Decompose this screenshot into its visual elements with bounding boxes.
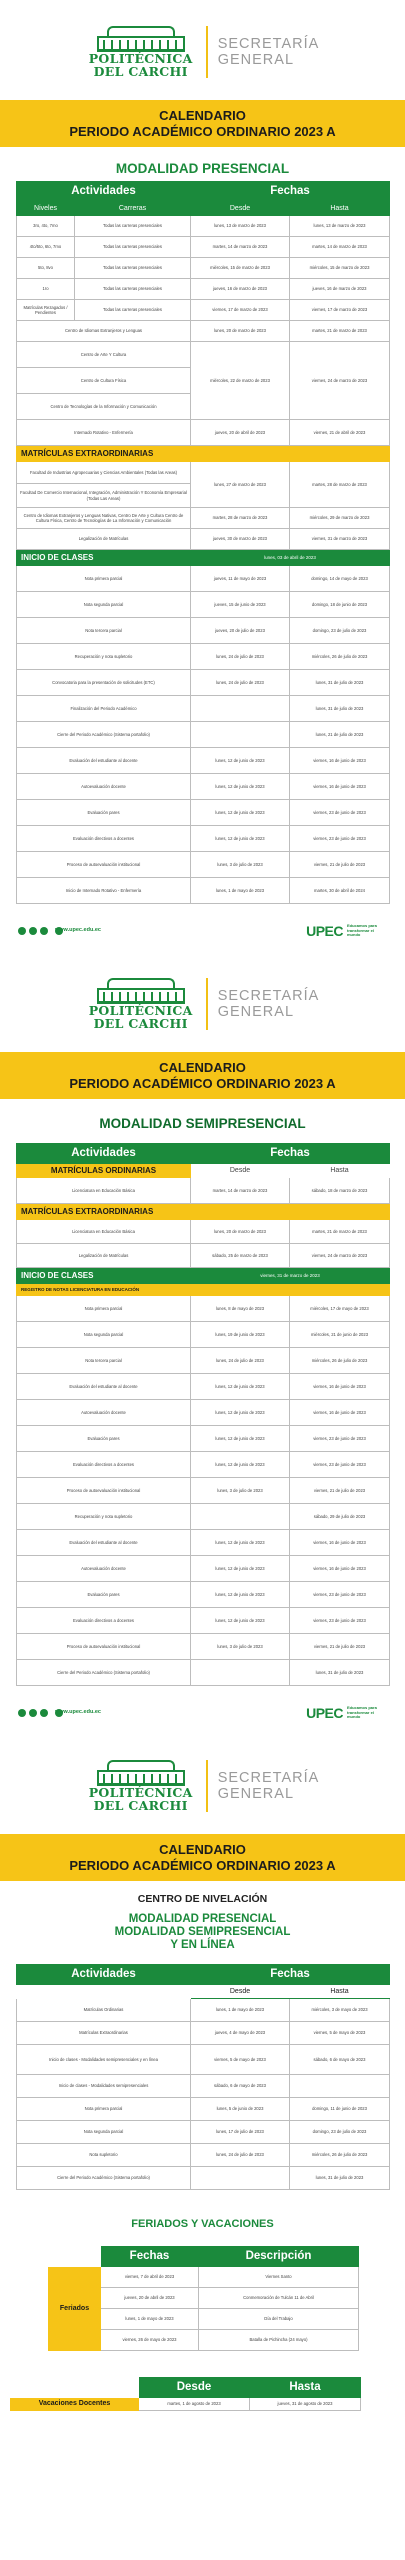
table-row [17, 800, 390, 826]
page-title: CALENDARIO [159, 108, 246, 123]
activity-cell: Centro de Idiomas Extranjeros y Lenguas Nativas, Centro De Arte y Cultura Centro de Cultura Física, Centro de Tecnologías de La Información y Comunicación [17, 508, 191, 529]
table-row [49, 2267, 359, 2288]
level-cell: 3ro, 4to, 7mo [17, 216, 75, 237]
date-to-cell: lunes, 13 de marzo de 2023 [290, 216, 390, 237]
career-cell: Todas las carreras presenciales [75, 300, 191, 321]
date-to-cell: viernes, 31 de marzo de 2023 [290, 529, 390, 550]
activity-cell: Facultad de Industrias Agropecuarias y Ciencias Ambientales (Todas las Areas) [17, 462, 191, 484]
date-to-cell: domingo, 23 de julio de 2023 [290, 2121, 390, 2144]
activity-cell: Recuperación y nota supletorio [17, 1504, 191, 1530]
table-row [17, 2075, 390, 2098]
activity-cell: Evaluación directivos a docentes [17, 1608, 191, 1634]
date-to-cell: martes, 21 de marzo de 2023 [290, 321, 390, 342]
activity-cell: Evaluación pares [17, 1426, 191, 1452]
date-to-cell: viernes, 23 de junio de 2023 [290, 1426, 390, 1452]
date-from-cell: lunes, 1 de mayo de 2023 [191, 878, 290, 904]
upec-logo: POLITÉCNICA DEL CARCHI [86, 1760, 196, 1812]
table-row [17, 279, 390, 300]
activity-cell: Cierre del Periodo Académico (Sistema portafolio) [17, 722, 191, 748]
date-to-cell: lunes, 31 de julio de 2023 [290, 2167, 390, 2190]
footer: www.upec.edu.ec UPEC Educamos para transformar el mundo [0, 1700, 405, 1726]
activity-cell: Cierre del Periodo Académico (Sistema portafolio) [17, 1660, 191, 1686]
table-row [17, 216, 390, 237]
date-to-cell: miércoles, 21 de junio de 2023 [290, 1322, 390, 1348]
table-row [17, 1582, 390, 1608]
date-to-cell: domingo, 18 de junio de 2023 [290, 592, 390, 618]
holiday-date-cell: lunes, 1 de mayo de 2023 [101, 2309, 199, 2330]
holiday-desc-cell: Batalla de Pichincha (24 mayo) [199, 2330, 359, 2351]
date-to-cell: miércoles, 17 de mayo de 2023 [290, 1296, 390, 1322]
career-cell: Todas las carreras presenciales [75, 279, 191, 300]
date-from-cell: lunes, 3 de julio de 2023 [191, 1478, 290, 1504]
date-to-cell: viernes, 23 de junio de 2023 [290, 800, 390, 826]
activity-cell: Evaluación pares [17, 800, 191, 826]
holiday-date-cell: viernes, 26 de mayo de 2023 [101, 2330, 199, 2351]
date-from-cell: lunes, 12 de junio de 2023 [191, 1582, 290, 1608]
date-to-cell: miércoles, 3 de mayo de 2023 [290, 1999, 390, 2022]
activity-cell: Proceso de autoevaluación institucional [17, 1634, 191, 1660]
upec-brand: UPEC [306, 923, 343, 939]
modality-title: MODALIDAD SEMIPRESENCIAL [99, 1116, 306, 1131]
logo-text-1: POLITÉCNICA [88, 51, 193, 66]
date-to-cell: viernes, 5 de mayo de 2023 [290, 2022, 390, 2045]
date-from-cell: jueves, 30 de marzo de 2023 [191, 529, 290, 550]
date-to-cell: domingo, 11 de junio de 2023 [290, 2098, 390, 2121]
date-from-cell: miércoles, 22 de marzo de 2023 [191, 342, 290, 420]
activity-cell: Legalización de Matrículas [17, 529, 191, 550]
logo-text-2: DEL CARCHI [93, 64, 188, 79]
activity-cell: Proceso de autoevaluación institucional [17, 852, 191, 878]
career-cell: Todas las carreras presenciales [75, 237, 191, 258]
activity-cell: Centro de Cultura Física [17, 368, 191, 394]
instagram-icon[interactable] [29, 927, 37, 935]
instagram-icon[interactable] [29, 1709, 37, 1717]
date-from-cell [191, 1660, 290, 1686]
level-cell: 4to/5to, 6to, 7mo [17, 237, 75, 258]
date-to-cell: viernes, 21 de julio de 2023 [290, 1478, 390, 1504]
building-icon [91, 1760, 191, 1786]
header: POLITÉCNICA DEL CARCHI SECRETARÍA GENERAL [0, 1734, 405, 1834]
date-from-cell: lunes, 12 de junio de 2023 [191, 1400, 290, 1426]
holiday-desc-cell: Viernes Santo [199, 2267, 359, 2288]
activity-cell: Nota segunda parcial [17, 592, 191, 618]
twitter-icon[interactable] [40, 1709, 48, 1717]
date-from-cell: jueves, 4 de mayo de 2023 [191, 2022, 290, 2045]
table-row [17, 878, 390, 904]
upec-logo [86, 26, 196, 78]
table-row [17, 321, 390, 342]
activity-cell: Nota tercera parcial [17, 1348, 191, 1374]
divider [206, 978, 208, 1030]
date-from-cell: lunes, 20 de marzo de 2023 [191, 1220, 290, 1244]
modality-title: MODALIDAD PRESENCIAL [115, 161, 290, 176]
activity-cell: Autoevaluación docente [17, 774, 191, 800]
date-from-cell: lunes, 12 de junio de 2023 [191, 800, 290, 826]
table-row [17, 722, 390, 748]
activity-cell: Evaluación del estudiante al docente [17, 1374, 191, 1400]
activity-cell: Internado Rotativo - Enfermería [17, 420, 191, 446]
table-row [17, 618, 390, 644]
date-from-cell [191, 1504, 290, 1530]
date-to-cell: viernes, 23 de junio de 2023 [290, 826, 390, 852]
career-cell: Todas las carreras presenciales [75, 258, 191, 279]
twitter-icon[interactable] [40, 927, 48, 935]
date-to-cell: viernes, 21 de julio de 2023 [290, 1634, 390, 1660]
activity-cell: Cierre del Periodo Académico (Sistema portafolio) [17, 2167, 191, 2190]
date-from-cell: martes, 14 de marzo de 2023 [191, 1178, 290, 1204]
date-from-cell: lunes, 12 de junio de 2023 [191, 774, 290, 800]
activity-cell: Nota primera parcial [17, 2098, 191, 2121]
date-from-cell: lunes, 12 de junio de 2023 [191, 1530, 290, 1556]
table-row [17, 2022, 390, 2045]
title-band: CALENDARIO PERIODO ACADÉMICO ORDINARIO 2023 A [0, 1834, 405, 1881]
date-to-cell: viernes, 16 de junio de 2023 [290, 748, 390, 774]
feriados-title: FERIADOS Y VACACIONES [131, 2218, 274, 2230]
table-row [17, 696, 390, 722]
table-row [17, 592, 390, 618]
activity-cell: Centro de Tecnologías de la Información y Comunicación [17, 394, 191, 420]
activity-cell: Facultad De Comercio Internacional, Integración, Administración Y Economía Empresarial (Todas Las Areas) [17, 484, 191, 508]
activity-cell: Inicio de clases - Modalidades semipresenciales [17, 2075, 191, 2098]
date-to-cell: lunes, 21 de julio de 2023 [290, 722, 390, 748]
date-to-cell [290, 2075, 390, 2098]
date-to-cell: sábado, 18 de marzo de 2023 [290, 1178, 390, 1204]
table-row [17, 774, 390, 800]
table-row [17, 1999, 390, 2022]
date-to-cell: domingo, 14 de mayo de 2023 [290, 566, 390, 592]
date-from-cell: lunes, 5 de junio de 2023 [191, 2098, 290, 2121]
activity-cell: Licenciatura en Educación Básica [17, 1178, 191, 1204]
date-from-cell: jueves, 16 de marzo de 2023 [191, 279, 290, 300]
activity-cell: Matrículas Extraordinarias [17, 2022, 191, 2045]
date-from-cell: lunes, 24 de julio de 2023 [191, 670, 290, 696]
table-row [17, 1634, 390, 1660]
date-from-cell: lunes, 24 de julio de 2023 [191, 1348, 290, 1374]
date-to-cell: viernes, 23 de junio de 2023 [290, 1608, 390, 1634]
nivelacion-table: Actividades Fechas Desde Hasta Matrículas Ordinarias lunes, 1 de mayo de 2023 miércoles, 3 de mayo de 2023 Matrículas Extraordinarias jueves, 4 de mayo de 2023 viernes, 5 de mayo de 2023 Inicio de clases - Modalidades semipresenciales y en línea viernes, 5 de mayo de 2023 sábado, 6 de mayo de 2023 Inicio de clases - Modalidades semipresenciales sábado, 6 de mayo de 2023 Nota primera parcial lunes, 5 de junio de 2023 domingo, 11 de junio de 2023 Nota segunda parcial lunes, 17 de julio de 2023 domingo, 23 de julio de 2023 Nota supletorio lunes, 24 de julio de 2023 miércoles, 26 de julio de 2023 Cierre del Periodo Académico (Sistema portafolio) lunes, 31 de julio de 2023 [16, 1964, 390, 2190]
holiday-desc-cell: Conmemoración de Tulcán 11 de Abril [199, 2288, 359, 2309]
date-to-cell: martes, 30 de abril de 2024 [290, 878, 390, 904]
title-band [0, 100, 405, 147]
table-row [17, 462, 390, 484]
table-row [17, 1348, 390, 1374]
date-from-cell: miércoles, 15 de marzo de 2023 [191, 258, 290, 279]
activity-cell: Nota segunda parcial [17, 1322, 191, 1348]
date-to-cell: viernes, 21 de julio de 2023 [290, 852, 390, 878]
website-link[interactable]: www.upec.edu.ec [55, 927, 101, 933]
activity-cell: Nota segunda parcial [17, 2121, 191, 2144]
date-from-cell: lunes, 12 de junio de 2023 [191, 1556, 290, 1582]
table-row [17, 1530, 390, 1556]
holiday-date-cell: jueves, 20 de abril de 2023 [101, 2288, 199, 2309]
activity-cell: Evaluación del estudiante al docente [17, 1530, 191, 1556]
activity-cell: Nota tercera parcial [17, 618, 191, 644]
table-row [17, 2098, 390, 2121]
table-row [17, 1504, 390, 1530]
activity-cell: Legalización de Matrículas [17, 1244, 191, 1268]
level-cell: Matrículas Rezagados / Pendientes [17, 300, 75, 321]
table-row [17, 826, 390, 852]
footer: www.upec.edu.ec UPEC Educamos para transformar el mundo [0, 918, 405, 944]
date-to-cell: viernes, 16 de junio de 2023 [290, 1374, 390, 1400]
classes-title: INICIO DE CLASES [17, 550, 191, 566]
activity-cell: Nota primera parcial [17, 566, 191, 592]
semipresencial-table: Actividades Fechas MATRÍCULAS ORDINARIAS Desde Hasta Licenciatura en Educación Básica martes, 14 de marzo de 2023 sábado, 18 de marzo de 2023 MATRÍCULAS EXTRAORDINARIAS Licenciatura en Educación Básica lunes, 20 de marzo de 2023 martes, 21 de marzo de 2023 Legalización de Matrículas sábado, 25 de marzo de 2023 viernes, 24 de marzo de 2023 INICIO DE CLASES viernes, 31 de marzo de 2023 REGISTRO DE NOTAS LICENCIATURA EN EDUCACIÓN Nota primera parcial lunes, 8 de mayo de 2023 miércoles, 17 de mayo de 2023 Nota segunda parcial lunes, 19 de junio de 2023 miércoles, 21 de junio de 2023 Nota tercera parcial lunes, 24 de julio de 2023 miércoles, 26 de julio de 2023 Evaluación del estudiante al docente lunes, 12 de junio de 2023 viernes, 16 de junio de 2023 Autoevaluación docente lunes, 12 de junio de 2023 viernes, 16 de junio de 2023 Evaluación pares lunes, 12 de junio de 2023 viernes, 23 de junio de 2023 Evaluación directivos a docentes lunes, 12 de junio de 2023 viernes, 23 de junio de 2023 Proceso de autoevaluación institucional lunes, 3 de julio de 2023 viernes, 21 de julio de 2023 Recuperación y nota supletorio sábado, 29 de julio de 2023 Evaluación del estudiante al docente lunes, 12 de junio de 2023 viernes, 16 de junio de 2023 Autoevaluación docente lunes, 12 de junio de 2023 viernes, 16 de junio de 2023 Evaluación pares lunes, 12 de junio de 2023 viernes, 23 de junio de 2023 Evaluación directivos a docentes lunes, 12 de junio de 2023 viernes, 23 de junio de 2023 Proceso de autoevaluación institucional lunes, 3 de julio de 2023 viernes, 21 de julio de 2023 Cierre del Periodo Académico (Sistema portafolio) lunes, 31 de julio de 2023 [16, 1143, 390, 1686]
date-from-cell: jueves, 20 de abril de 2023 [191, 420, 290, 446]
activity-cell: Centro de Idiomas Extranjeros y Lenguas [17, 321, 191, 342]
holiday-desc-cell: Día del Trabajo [199, 2309, 359, 2330]
activity-cell: Autoevaluación docente [17, 1556, 191, 1582]
header: POLITÉCNICA DEL CARCHI SECRETARÍA GENERAL [0, 952, 405, 1052]
date-to-cell: martes, 14 de marzo de 2023 [290, 237, 390, 258]
holiday-date-cell: viernes, 7 de abril de 2023 [101, 2267, 199, 2288]
date-to-cell: viernes, 16 de junio de 2023 [290, 1400, 390, 1426]
date-from-cell [191, 696, 290, 722]
activity-cell: Convocatoria para la presentación de solicitudes (ETC) [17, 670, 191, 696]
date-from-cell: sábado, 6 de mayo de 2023 [191, 2075, 290, 2098]
date-to-cell: sábado, 6 de mayo de 2023 [290, 2045, 390, 2075]
title-band: CALENDARIO PERIODO ACADÉMICO ORDINARIO 2023 A [0, 1052, 405, 1099]
dates-header: Fechas [191, 182, 390, 202]
date-from-cell: lunes, 8 de mayo de 2023 [191, 1296, 290, 1322]
activity-cell: Nota supletorio [17, 2144, 191, 2167]
date-to-cell: domingo, 23 de julio de 2023 [290, 618, 390, 644]
level-cell: 5to, 8vo [17, 258, 75, 279]
date-to-cell: viernes, 24 de marzo de 2023 [290, 342, 390, 420]
divider [206, 1760, 208, 1812]
table-row [17, 1178, 390, 1204]
date-from-cell [191, 2167, 290, 2190]
date-from-cell: martes, 28 de marzo de 2023 [191, 508, 290, 529]
date-from-cell: lunes, 13 de marzo de 2023 [191, 216, 290, 237]
table-row [17, 508, 390, 529]
presencial-table: Actividades Fechas Niveles Carreras Desde Hasta 3ro, 4to, 7mo Todas las carreras presenciales lunes, 13 de marzo de 2023 lunes, 13 de marzo de 2023 4to/5to, 6to, 7mo Todas las carreras presenciales martes, 14 de marzo de 2023 martes, 14 de marzo de 2023 5to, 8vo Todas las carreras presenciales miércoles, 15 de marzo de 2023 miércoles, 15 de marzo de 2023 1ro Todas las carreras presenciales jueves, 16 de marzo de 2023 jueves, 16 de marzo de 2023 Matrículas Rezagados / Pendientes Todas las carreras presenciales viernes, 17 de marzo de 2023 viernes, 17 de marzo de 2023 Centro de Idiomas Extranjeros y Lenguas lunes, 20 de marzo de 2023 martes, 21 de marzo de 2023 Centro de Arte Y Cultura miércoles, 22 de marzo de 2023 viernes, 24 de marzo de 2023 Centro de Cultura Física Centro de Tecnologías de la Información y Comunicación Internado Rotativo - Enfermería jueves, 20 de abril de 2023 viernes, 21 de abril de 2023 MATRÍCULAS EXTRAORDINARIAS Facultad de Industrias Agropecuarias y Ciencias Ambientales (Todas las Areas) lunes, 27 de marzo de 2023 martes, 28 de marzo de 2023 Facultad De Comercio Internacional, Integración, Administración Y Economía Empresarial (Todas Las Areas) Centro de Idiomas Extranjeros y Lenguas Nativas, Centro De Arte y Cultura Centro de Cultura Física, Centro de Tecnologías de La Información y Comunicación martes, 28 de marzo de 2023 miércoles, 29 de marzo de 2023 Legalización de Matrículas jueves, 30 de marzo de 2023 viernes, 31 de marzo de 2023 INICIO DE CLASES lunes, 03 de abril de 2023 Nota primera parcial jueves, 11 de mayo de 2023 domingo, 14 de mayo de 2023 Nota segunda parcial jueves, 15 de junio de 2023 domingo, 18 de junio de 2023 Nota tercera parcial jueves, 20 de julio de 2023 domingo, 23 de julio de 2023 Recuperación y nota supletorio lunes, 24 de julio de 2023 miércoles, 26 de julio de 2023 Convocatoria para la presentación de solicitudes (ETC) lunes, 24 de julio de 2023 lunes, 31 de julio de 2023 Finalización del Periodo Académico lunes, 31 de julio de 2023 Cierre del Periodo Académico (Sistema portafolio) lunes, 21 de julio de 2023 Evaluación del estudiante al docente lunes, 12 de junio de 2023 viernes, 16 de junio de 2023 Autoevaluación docente lunes, 12 de junio de 2023 viernes, 16 de junio de 2023 Evaluación pares lunes, 12 de junio de 2023 viernes, 23 de junio de 2023 Evaluación directivos a docentes lunes, 12 de junio de 2023 viernes, 23 de junio de 2023 Proceso de autoevaluación institucional lunes, 3 de julio de 2023 viernes, 21 de julio de 2023 Inicio de Internado Rotativo - Enfermería lunes, 1 de mayo de 2023 martes, 30 de abril de 2024 [16, 181, 390, 904]
table-row [17, 1452, 390, 1478]
date-from-cell: lunes, 24 de julio de 2023 [191, 644, 290, 670]
vacaciones-table: Desde Hasta Vacaciones Docentes martes, 1 de agosto de 2023 jueves, 31 de agosto de 2023 [10, 2377, 361, 2411]
date-from-cell: lunes, 20 de marzo de 2023 [191, 321, 290, 342]
table-row [17, 852, 390, 878]
table-row [17, 2045, 390, 2075]
date-from-cell: lunes, 19 de junio de 2023 [191, 1322, 290, 1348]
date-from-cell: lunes, 12 de junio de 2023 [191, 748, 290, 774]
table-row [17, 1322, 390, 1348]
table-row [17, 1660, 390, 1686]
table-row [17, 644, 390, 670]
table-row [17, 2121, 390, 2144]
table-row [17, 420, 390, 446]
date-from-cell: viernes, 17 de marzo de 2023 [191, 300, 290, 321]
table-row [17, 566, 390, 592]
date-from-cell: lunes, 12 de junio de 2023 [191, 1608, 290, 1634]
date-from-cell: martes, 14 de marzo de 2023 [191, 237, 290, 258]
date-from-cell: viernes, 5 de mayo de 2023 [191, 2045, 290, 2075]
activity-cell: Inicio de Internado Rotativo - Enfermería [17, 878, 191, 904]
table-row [17, 529, 390, 550]
date-to-cell: viernes, 17 de marzo de 2023 [290, 300, 390, 321]
table-row [17, 1296, 390, 1322]
date-from-cell: lunes, 17 de julio de 2023 [191, 2121, 290, 2144]
date-from-cell: lunes, 12 de junio de 2023 [191, 1452, 290, 1478]
activities-header: Actividades [17, 182, 191, 202]
activity-cell: Autoevaluación docente [17, 1400, 191, 1426]
date-to-cell: miércoles, 15 de marzo de 2023 [290, 258, 390, 279]
date-to-cell: sábado, 29 de julio de 2023 [290, 1504, 390, 1530]
date-to-cell: martes, 28 de marzo de 2023 [290, 462, 390, 508]
building-icon [91, 978, 191, 1004]
feriados-label: Feriados [49, 2267, 101, 2351]
table-row [17, 237, 390, 258]
secretaria-label: SECRETARÍA GENERAL [217, 36, 320, 68]
date-from-cell: lunes, 3 de julio de 2023 [191, 1634, 290, 1660]
date-to-cell: viernes, 16 de junio de 2023 [290, 1556, 390, 1582]
table-row [17, 670, 390, 696]
date-to-cell: viernes, 23 de junio de 2023 [290, 1452, 390, 1478]
table-row [17, 1244, 390, 1268]
date-to-cell: viernes, 16 de junio de 2023 [290, 1530, 390, 1556]
date-from-cell: lunes, 27 de marzo de 2023 [191, 462, 290, 508]
feriados-table: Fechas Descripción Feriados viernes, 7 de abril de 2023 Viernes Santo jueves, 20 de abril de 2023 Conmemoración de Tulcán 11 de Abril lunes, 1 de mayo de 2023 Día del Trabajo viernes, 26 de mayo de 2023 Batalla de Pichincha (24 mayo) [48, 2246, 359, 2351]
activity-cell: Nota primera parcial [17, 1296, 191, 1322]
date-to-cell: lunes, 31 de julio de 2023 [290, 670, 390, 696]
activity-cell: Inicio de clases - Modalidades semipresenciales y en línea [17, 2045, 191, 2075]
table-row [17, 1400, 390, 1426]
activity-cell: Centro de Arte Y Cultura [17, 342, 191, 368]
table-row [17, 258, 390, 279]
date-to-cell: martes, 21 de marzo de 2023 [290, 1220, 390, 1244]
table-row [17, 1426, 390, 1452]
table-row [17, 1608, 390, 1634]
date-to-cell: viernes, 24 de marzo de 2023 [290, 1244, 390, 1268]
table-row [17, 1556, 390, 1582]
table-row [17, 1478, 390, 1504]
upec-logo: POLITÉCNICA DEL CARCHI [86, 978, 196, 1030]
date-to-cell: viernes, 21 de abril de 2023 [290, 420, 390, 446]
date-from-cell: lunes, 12 de junio de 2023 [191, 1374, 290, 1400]
date-from-cell: jueves, 20 de julio de 2023 [191, 618, 290, 644]
activity-cell: Finalización del Periodo Académico [17, 696, 191, 722]
center-title: CENTRO DE NIVELACIÓN [137, 1893, 268, 1905]
date-from-cell: lunes, 12 de junio de 2023 [191, 1426, 290, 1452]
table-row [17, 342, 390, 368]
date-from-cell: lunes, 12 de junio de 2023 [191, 826, 290, 852]
activity-cell: Proceso de autoevaluación institucional [17, 1478, 191, 1504]
date-to-cell: lunes, 31 de julio de 2023 [290, 1660, 390, 1686]
date-to-cell: miércoles, 26 de julio de 2023 [290, 2144, 390, 2167]
page-subtitle: PERIODO ACADÉMICO ORDINARIO 2023 A [69, 124, 336, 139]
extra-title: MATRÍCULAS EXTRAORDINARIAS [17, 446, 390, 462]
table-row [17, 300, 390, 321]
activity-cell: Evaluación del estudiante al docente [17, 748, 191, 774]
career-cell: Todas las carreras presenciales [75, 216, 191, 237]
date-from-cell: jueves, 11 de mayo de 2023 [191, 566, 290, 592]
facebook-icon[interactable] [18, 1709, 26, 1717]
activity-cell: Evaluación directivos a docentes [17, 1452, 191, 1478]
building-icon [91, 26, 191, 52]
table-row [17, 748, 390, 774]
date-to-cell: viernes, 23 de junio de 2023 [290, 1582, 390, 1608]
activity-cell: Evaluación pares [17, 1582, 191, 1608]
facebook-icon[interactable] [18, 927, 26, 935]
level-cell: 1ro [17, 279, 75, 300]
date-from-cell: lunes, 3 de julio de 2023 [191, 852, 290, 878]
date-to-cell: jueves, 16 de marzo de 2023 [290, 279, 390, 300]
header [0, 0, 405, 100]
date-to-cell: miércoles, 26 de julio de 2023 [290, 1348, 390, 1374]
table-row [17, 2144, 390, 2167]
activity-cell: Recuperación y nota supletorio [17, 644, 191, 670]
date-to-cell: miércoles, 26 de julio de 2023 [290, 644, 390, 670]
table-row [17, 2167, 390, 2190]
date-to-cell: lunes, 31 de julio de 2023 [290, 696, 390, 722]
activity-cell: Matrículas Ordinarias [17, 1999, 191, 2022]
table-row [17, 1220, 390, 1244]
date-from-cell: lunes, 24 de julio de 2023 [191, 2144, 290, 2167]
activity-cell: Evaluación directivos a docentes [17, 826, 191, 852]
date-to-cell: miércoles, 29 de marzo de 2023 [290, 508, 390, 529]
date-to-cell: viernes, 16 de junio de 2023 [290, 774, 390, 800]
date-from-cell: jueves, 15 de junio de 2023 [191, 592, 290, 618]
date-from-cell: lunes, 1 de mayo de 2023 [191, 1999, 290, 2022]
activity-cell: Licenciatura en Educación Básica [17, 1220, 191, 1244]
date-from-cell: sábado, 25 de marzo de 2023 [191, 1244, 290, 1268]
table-row [17, 1374, 390, 1400]
divider [206, 26, 208, 78]
date-from-cell [191, 722, 290, 748]
